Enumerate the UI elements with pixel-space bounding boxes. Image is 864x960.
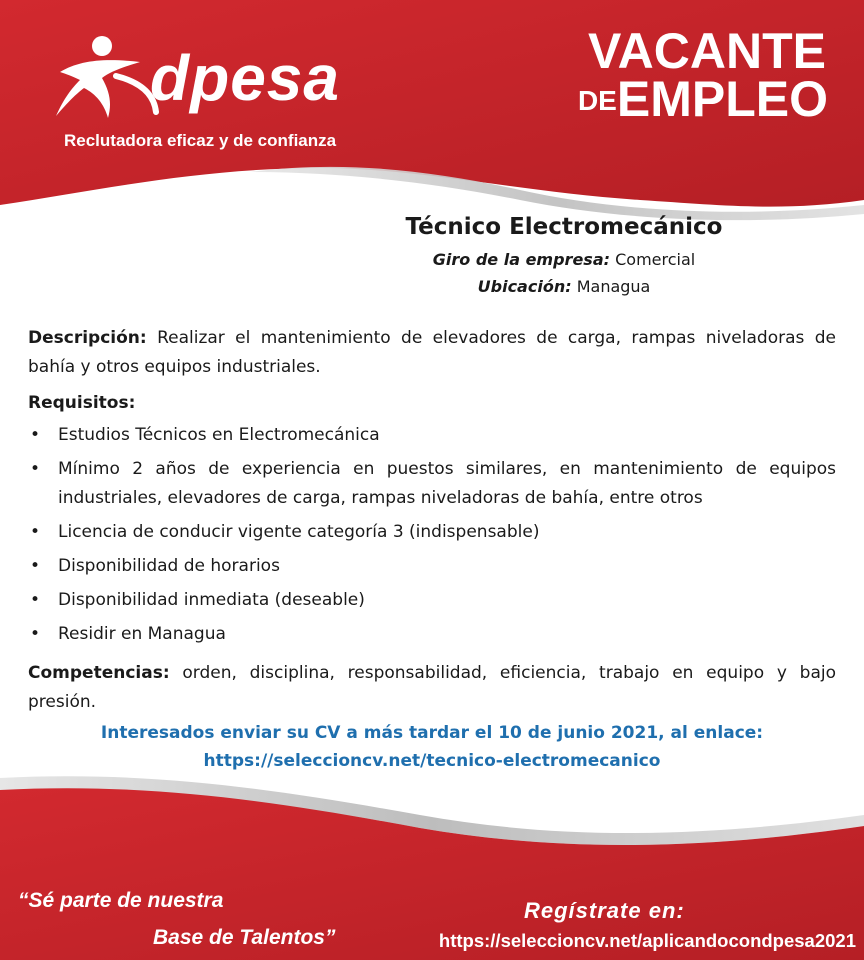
register-link[interactable]: https://seleccioncv.net/aplicandocondpesa2021 [438, 930, 856, 951]
giro-value: Comercial [615, 250, 696, 269]
requisitos-list [28, 421, 836, 649]
descripcion-paragraph [28, 324, 836, 382]
requisitos-section [28, 421, 836, 654]
ubicacion-label: Ubicación: [477, 277, 572, 296]
logo-wordmark: dpesa [150, 42, 340, 114]
ubicacion-line [300, 277, 828, 296]
competencias-text: orden, disciplina, responsabilidad, eficiencia, trabajo en equipo y bajo presión. [28, 663, 836, 712]
list-item: • Disponibilidad de horarios [28, 552, 836, 581]
company-logo [50, 28, 350, 128]
competencias-label: Competencias: [28, 663, 170, 683]
list-item: • Disponibilidad inmediata (deseable) [28, 586, 836, 615]
register-label: Regístrate en: [524, 898, 685, 923]
giro-label: Giro de la empresa: [432, 250, 611, 269]
requisitos-heading: Requisitos: [28, 393, 136, 413]
badge-de: DE [577, 85, 617, 116]
giro-line [300, 250, 828, 269]
cta-link[interactable]: https://seleccioncv.net/tecnico-electromecanico [203, 751, 661, 771]
slogan-line1: “Sé parte de nuestra [18, 889, 224, 912]
cta-text: Interesados enviar su CV a más tardar el 10 de junio 2021, al enlace: [100, 723, 764, 743]
company-tagline: Reclutadora eficaz y de confianza [64, 131, 337, 150]
list-item: • Licencia de conducir vigente categoría 3 (indispensable) [28, 518, 836, 547]
runner-figure-icon [50, 32, 160, 122]
job-title: Técnico Electromecánico [405, 214, 723, 240]
badge-empleo: EMPLEO [616, 71, 828, 127]
competencias-paragraph [28, 659, 836, 717]
list-item: • Residir en Managua [28, 620, 836, 649]
descripcion-label: Descripción: [28, 328, 147, 348]
ubicacion-value: Managua [576, 277, 651, 296]
list-item: • Mínimo 2 años de experiencia en puestos similares, en mantenimiento de equipos industriales, elevadores de carga, rampas niveladoras de bahía, entre otros [28, 455, 836, 513]
list-item: • Estudios Técnicos en Electromecánica [28, 421, 836, 450]
badge-de-empleo [577, 71, 828, 127]
badge-vacante: VACANTE [588, 23, 826, 79]
descripcion-text: Realizar el mantenimiento de elevadores de carga, rampas niveladoras de bahía y otros equipos industriales. [28, 328, 836, 377]
slogan-line2: Base de Talentos” [153, 926, 336, 949]
